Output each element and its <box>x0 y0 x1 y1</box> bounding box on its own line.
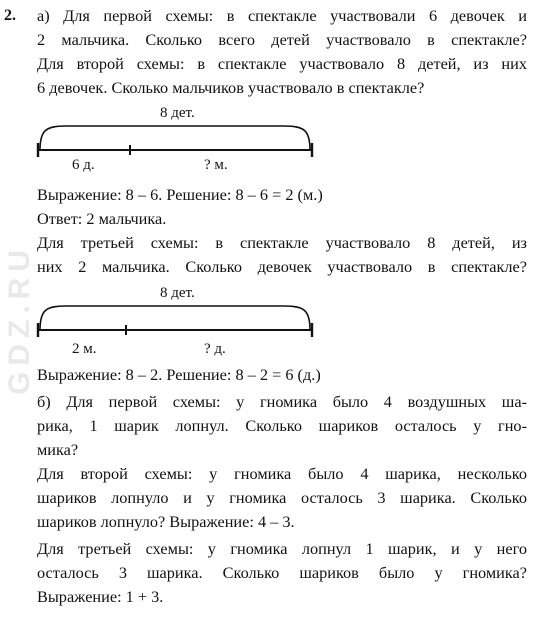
total-brace <box>40 306 310 330</box>
text-line: 2 мальчика. Сколько всего детей участвовало в спектакле? <box>37 30 527 49</box>
text-line: Выражение: 8 – 2. Решение: 8 – 2 = 6 (д.) <box>37 365 321 384</box>
segment-scheme-1 <box>30 104 330 173</box>
text-line: мика? <box>37 440 79 459</box>
text-line: Выражение: 8 – 6. Решение: 8 – 6 = 2 (м.) <box>37 185 323 204</box>
text-line: б) Для первой схемы: у гномика было 4 воздушных ша- <box>37 392 527 411</box>
text-line: Для второй схемы: в спектакле участвовало 8 детей, из них <box>37 54 527 73</box>
scheme-total-label: 8 дет. <box>160 105 195 121</box>
total-brace <box>40 126 310 150</box>
text-line: Для третьей схемы: в спектакле участвовало 8 детей, из <box>37 233 527 252</box>
scheme-left-label: 6 д. <box>72 157 95 173</box>
text-line: Выражение: 1 + 3. <box>37 587 164 606</box>
scheme-total-label: 8 дет. <box>160 285 195 301</box>
text-line: шариков лопнуло? Выражение: 4 – 3. <box>37 512 295 531</box>
watermark: GDZ.RU <box>3 244 36 396</box>
scheme-right-label: ? м. <box>204 157 228 173</box>
scheme-right-label: ? д. <box>204 341 226 357</box>
scheme-left-label: 2 м. <box>72 341 97 357</box>
text-line: шариков лопнуло и у гномика осталось 3 шарика. Сколько <box>37 488 527 507</box>
text-line: а) Для первой схемы: в спектакле участвовали 6 девочек и <box>37 6 527 25</box>
text-line: них 2 мальчика. Сколько девочек участвовало в спектакле? <box>37 257 527 276</box>
text-line: 6 девочек. Сколько мальчиков участвовало в спектакле? <box>37 78 425 97</box>
segment-scheme-2 <box>30 284 330 357</box>
text-line: Для второй схемы: у гномика было 4 шарика, несколько <box>37 464 527 483</box>
text-line: Ответ: 2 мальчика. <box>37 209 167 228</box>
text-line: Для третьей схемы: у гномика лопнул 1 шарик, и у него <box>37 539 527 558</box>
text-line: рика, 1 шарик лопнул. Сколько шариков осталось у гно- <box>37 416 527 435</box>
task-number: 2. <box>4 7 16 24</box>
text-line: осталось 3 шарика. Сколько шариков было у гномика? <box>37 563 527 582</box>
